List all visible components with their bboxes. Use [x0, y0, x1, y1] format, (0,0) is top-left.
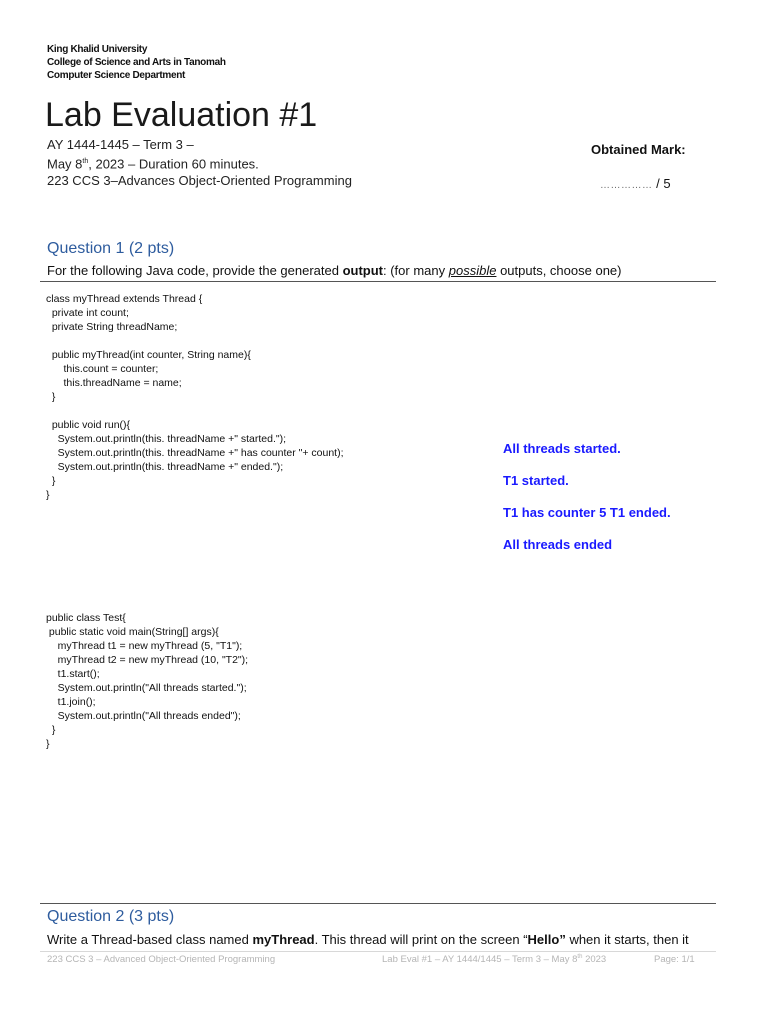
q2-desc-a: Write a Thread-based class named [47, 932, 253, 947]
q1-desc-b: : (for many [383, 263, 449, 278]
footer-page-number: Page: 1/1 [654, 954, 695, 965]
footer-eval-suffix: 2023 [582, 954, 607, 966]
meta-date-sup: th [82, 158, 89, 165]
obtained-mark-label: Obtained Mark: [591, 142, 686, 157]
answer-line: All threads ended [503, 537, 613, 552]
meta-date [47, 153, 467, 172]
footer-eval-prefix: Lab Eval #1 – AY 1444/1445 – Term 3 – May 8 [382, 954, 578, 966]
q2-desc-c: when it starts, then it [565, 932, 689, 947]
question-1-description [47, 263, 621, 278]
mark-blank: …………… [600, 180, 653, 191]
question-2-divider [40, 903, 716, 904]
code-test-class: public class Test{ public static void main(String[] args){ myThread t1 = new myThread (5, "T1"); myThread t2 = new myThread (10, "T2"); t1.start(); System.out.println("All threads started."); t1.join(); System.out.println("All threads ended"); } } [46, 612, 249, 750]
answer-block [503, 441, 671, 569]
footer-eval-sup: th [577, 954, 583, 960]
code-mythread-class: class myThread extends Thread { private int count; private String threadName; public myThread(int counter, String name){ this.count = counter; this.threadName = name; } public void run(){ System.out.println(this. threadName +" started."); System.out.println(this. threadName +" has counter "+ count); System.out.println(this. threadName +" ended."); } } [46, 293, 344, 501]
question-2-description [47, 932, 689, 947]
footer-divider [40, 951, 716, 952]
q1-desc-a: For the following Java code, provide the generated [47, 263, 343, 278]
college-name: College of Science and Arts in Tanomah [47, 57, 226, 68]
answer-line: T1 started. [503, 473, 569, 488]
q1-desc-italic: possible [448, 263, 497, 278]
q1-desc-c: outputs, choose one) [496, 263, 622, 278]
question-1-divider [40, 281, 716, 282]
question-2-title: Question 2 (3 pts) [47, 908, 175, 925]
mark-total: / 5 [652, 176, 671, 191]
meta-course: 223 CCS 3–Advances Object-Oriented Programming [47, 173, 352, 189]
q2-desc-bold2: Hello” [527, 932, 566, 947]
question-1-title: Question 1 (2 pts) [47, 240, 175, 257]
answer-line: All threads started. [503, 441, 621, 456]
page-title: Lab Evaluation #1 [45, 96, 318, 134]
meta-date-prefix: May 8 [47, 156, 83, 172]
q1-desc-bold: output [342, 263, 383, 278]
meta-term: AY 1444-1445 – Term 3 – [47, 137, 194, 152]
footer-eval-info [382, 954, 606, 965]
meta-date-suffix: , 2023 – Duration 60 minutes. [88, 156, 259, 172]
q2-desc-bold: myThread [252, 932, 315, 947]
obtained-mark-field [600, 175, 671, 193]
q2-desc-b: . This thread will print on the screen “ [314, 932, 528, 947]
answer-line: T1 has counter 5 T1 ended. [503, 505, 671, 520]
department-name: Computer Science Department [47, 70, 186, 81]
exam-meta [47, 136, 467, 189]
university-name: King Khalid University [47, 44, 148, 55]
footer-course: 223 CCS 3 – Advanced Object-Oriented Programming [47, 954, 276, 965]
